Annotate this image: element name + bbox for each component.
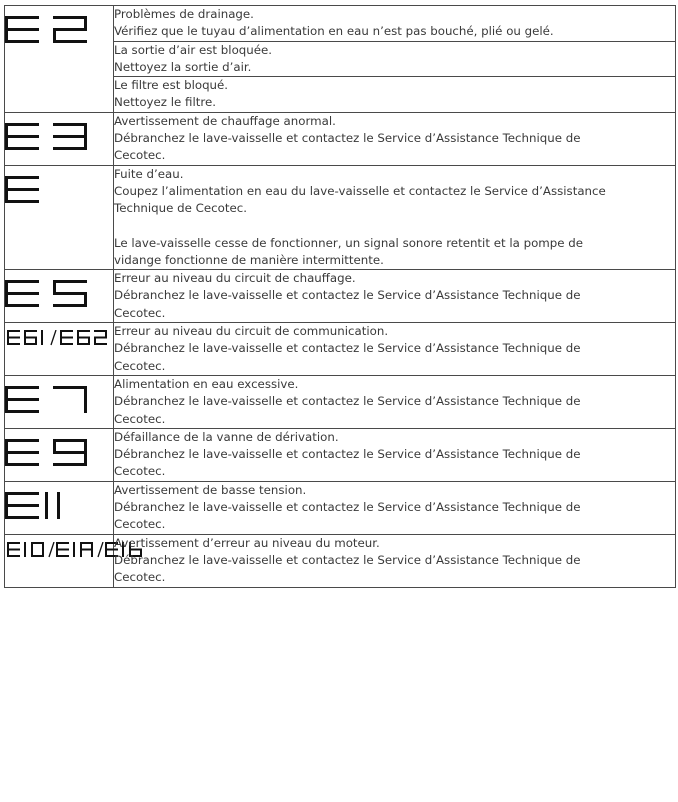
description-line: Technique de Cecotec.: [114, 201, 247, 216]
error-row: [5, 323, 676, 376]
error-row: [5, 112, 676, 165]
error-code-cell: [5, 270, 114, 323]
code-display-glyph: [5, 280, 101, 308]
error-row: [5, 6, 676, 42]
error-row: [5, 375, 676, 428]
error-code-cell: [5, 112, 114, 165]
description-line: Nettoyez le filtre.: [114, 95, 216, 110]
error-code-table: [4, 5, 676, 588]
description-line: Avertissement d’erreur au niveau du moteur.: [114, 535, 380, 550]
description-line: Coupez l’alimentation en eau du lave-vaisselle et contactez le Service d’Assistance: [114, 183, 606, 198]
error-row: [5, 481, 676, 534]
description-line: Vérifiez que le tuyau d’alimentation en eau n’est pas bouché, plié ou gelé.: [114, 24, 554, 39]
error-description-cell: [114, 6, 676, 42]
error-code-display: [5, 16, 113, 49]
description-line: Débranchez le lave-vaisselle et contactez le Service d’Assistance Technique de: [114, 500, 581, 515]
code-display-glyph: [5, 386, 101, 414]
description-line: Débranchez le lave-vaisselle et contactez le Service d’Assistance Technique de: [114, 394, 581, 409]
error-description-cell: [114, 77, 676, 113]
error-code-display: [7, 542, 113, 563]
error-description-cell: [114, 375, 676, 428]
description-line: Cecotec.: [114, 570, 166, 585]
error-code-cell: [5, 375, 114, 428]
error-code-display: [5, 123, 113, 156]
error-code-display: [5, 176, 113, 209]
description-line: Nettoyez la sortie d’air.: [114, 59, 252, 74]
description-line: La sortie d’air est bloquée.: [114, 42, 273, 57]
description-line: vidange fonctionne de manière intermittente.: [114, 252, 384, 267]
error-code-display: [5, 280, 113, 313]
description-line: Cecotec.: [114, 464, 166, 479]
error-description-cell: [114, 323, 676, 376]
error-code-display: [7, 330, 113, 351]
error-code-table-body: [5, 6, 676, 588]
description-line: Avertissement de basse tension.: [114, 482, 307, 497]
error-code-display: [5, 439, 113, 472]
description-line: Erreur au niveau du circuit de chauffage.: [114, 271, 356, 286]
error-code-cell: [5, 534, 114, 587]
error-description-cell: [114, 428, 676, 481]
description-line: Débranchez le lave-vaisselle et contactez le Service d’Assistance Technique de: [114, 552, 581, 567]
description-line: Cecotec.: [114, 517, 166, 532]
code-display-glyph: [5, 123, 101, 151]
code-display-glyph: [5, 492, 63, 520]
code-display-glyph: [5, 16, 101, 44]
error-description-cell: [114, 534, 676, 587]
error-code-cell: [5, 323, 114, 376]
error-code-display: [5, 492, 113, 525]
error-code-cell: [5, 6, 114, 113]
description-line: Le filtre est bloqué.: [114, 78, 229, 93]
error-code-cell: [5, 165, 114, 269]
description-line: Débranchez le lave-vaisselle et contactez le Service d’Assistance Technique de: [114, 341, 581, 356]
description-line: Débranchez le lave-vaisselle et contactez le Service d’Assistance Technique de: [114, 288, 581, 303]
error-code-display: [5, 386, 113, 419]
error-row: [5, 270, 676, 323]
error-description-cell: [114, 270, 676, 323]
description-line: Défaillance de la vanne de dérivation.: [114, 429, 339, 444]
description-line: Le lave-vaisselle cesse de fonctionner, un signal sonore retentit et la pompe de: [114, 235, 584, 250]
description-line: Alimentation en eau excessive.: [114, 376, 299, 391]
error-description-cell: [114, 41, 676, 77]
description-line: Problèmes de drainage.: [114, 7, 254, 21]
description-line: Débranchez le lave-vaisselle et contactez le Service d’Assistance Technique de: [114, 447, 581, 462]
error-description-cell: [114, 481, 676, 534]
error-description-cell: [114, 112, 676, 165]
error-row: [5, 165, 676, 269]
code-display-glyph: [5, 439, 101, 467]
description-line: Cecotec.: [114, 411, 166, 426]
description-line: Cecotec.: [114, 358, 166, 373]
error-row: [5, 534, 676, 587]
description-line: Fuite d’eau.: [114, 166, 184, 181]
paragraph-gap: [114, 218, 675, 235]
error-row: [5, 428, 676, 481]
description-line: Débranchez le lave-vaisselle et contactez le Service d’Assistance Technique de: [114, 131, 581, 146]
description-line: Cecotec.: [114, 305, 166, 320]
error-code-cell: [5, 428, 114, 481]
description-line: Avertissement de chauffage anormal.: [114, 113, 336, 128]
description-line: Cecotec.: [114, 148, 166, 163]
description-line: Erreur au niveau du circuit de communication.: [114, 324, 389, 339]
error-description-cell: [114, 165, 676, 269]
code-display-glyph: [5, 176, 101, 204]
code-display-glyph: [7, 330, 111, 346]
error-code-cell: [5, 481, 114, 534]
